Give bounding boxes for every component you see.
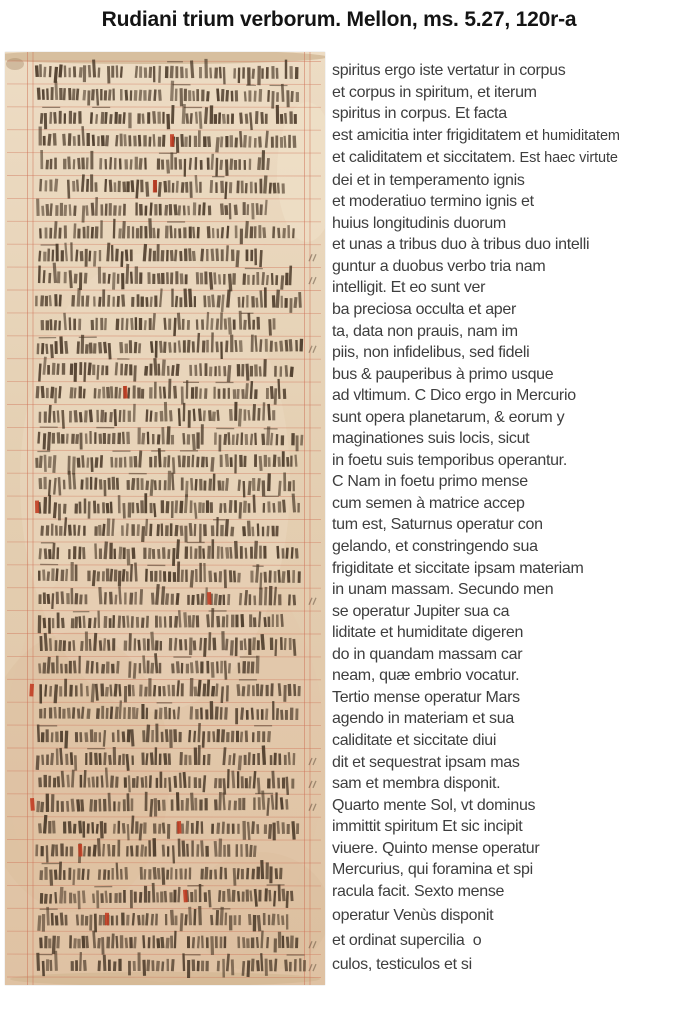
transcription-segment: guntur a duobus verbo tria nam (332, 257, 546, 275)
transcription-segment: et corpus in spiritum, et iterum (332, 83, 537, 101)
transcription-segment: caliditate et siccitate diui (332, 731, 497, 749)
transcription-line (332, 708, 678, 730)
transcription-line (332, 60, 678, 82)
transcription-line (332, 954, 678, 976)
transcription-segment: gelando, et constringendo sua (332, 538, 538, 556)
transcription-segment: est amicitia inter frigiditatem et (332, 126, 543, 144)
transcription-line (332, 881, 678, 903)
transcription-line (332, 299, 678, 321)
transcription-segment: liditate et humiditate digeren (332, 624, 524, 642)
transcription-segment: ad vltimum. C Dico ergo in Mercurio (332, 387, 576, 405)
transcription-line (332, 428, 678, 450)
transcription-line (332, 493, 678, 515)
transcription-line (332, 321, 678, 343)
transcription-line (332, 213, 678, 235)
transcription-line (332, 816, 678, 838)
transcription-segment: intelligit. Et eo sunt ver (332, 279, 486, 297)
transcription-segment: frigiditate et siccitate ipsam materiam (332, 559, 584, 577)
transcription-line (332, 147, 678, 170)
transcription-line (332, 622, 678, 644)
transcription-segment: se operatur Jupiter sua ca (332, 602, 510, 620)
manuscript-photo (5, 52, 325, 985)
transcription-segment: dei et in temperamento ignis (332, 171, 525, 189)
transcription-segment: immittit spiritum Et sic incipit (332, 818, 523, 836)
transcription-segment: maginationes suis locis, sicut (332, 430, 530, 448)
transcription-segment: dit et sequestrat ipsam mas (332, 753, 520, 771)
transcription-line (332, 773, 678, 795)
transcription-segment: racula facit. Sexto mense (332, 882, 505, 900)
transcription-segment-alt-font: humiditatem (542, 127, 620, 144)
transcription-line (332, 930, 678, 952)
transcription-segment: sam et membra disponit. (332, 775, 501, 793)
transcription-line (332, 859, 678, 881)
transcription-segment: spiritus ergo iste vertatur in corpus (332, 62, 566, 79)
transcription-segment: neam, quæ embrio vocatur. (332, 667, 520, 685)
transcription-line (332, 514, 678, 536)
transcription-line (332, 687, 678, 709)
transcription-segment: huius longitudinis duorum (332, 214, 506, 232)
page-title: Rudiani trium verborum. Mellon, ms. 5.27, 120r-a (101, 8, 577, 31)
transcription-column (332, 60, 678, 976)
transcription-segment: et moderatiuo termino ignis et (332, 193, 534, 211)
transcription-segment: Quarto mente Sol, vt dominus (332, 796, 536, 814)
transcription-segment: ta, data non prauis, nam im (332, 322, 518, 340)
transcription-segment: Tertio mense operatur Mars (332, 688, 520, 706)
transcription-line (332, 450, 678, 472)
transcription-line (332, 103, 678, 125)
transcription-segment: spiritus in corpus. Et facta (332, 105, 507, 123)
transcription-segment: et caliditatem et siccitatem. (332, 149, 520, 167)
transcription-line (332, 558, 678, 580)
transcription-line (332, 364, 678, 386)
transcription-segment: viuere. Quinto mense operatur (332, 839, 540, 857)
transcription-segment: operatur Venùs disponit (332, 907, 494, 925)
transcription-line (332, 170, 678, 192)
transcription-segment: C Nam in foetu primo mense (332, 473, 528, 491)
transcription-segment: in foetu suis temporibus operantur. (332, 451, 567, 469)
manuscript-facsimile-svg (5, 52, 325, 985)
transcription-segment-alt-font: Est haec virtute (519, 150, 618, 167)
transcription-line (332, 191, 678, 213)
transcription-line (332, 385, 678, 407)
transcription-line (332, 256, 678, 278)
transcription-line (332, 277, 678, 299)
transcription-segment: tum est, Saturnus operatur con (332, 516, 543, 534)
transcription-segment: in unam massam. Secundo men (332, 581, 554, 599)
transcription-segment: et unas a tribus duo à tribus duo intelli (332, 236, 590, 254)
transcription-line (332, 795, 678, 817)
transcription-line (332, 407, 678, 429)
transcription-line (332, 82, 678, 104)
transcription-line (332, 730, 678, 752)
transcription-segment: ba preciosa occulta et aper (332, 301, 517, 319)
transcription-line (332, 644, 678, 666)
transcription-line (332, 601, 678, 623)
transcription-segment: Mercurius, qui foramina et spi (332, 861, 533, 879)
transcription-line (332, 342, 678, 364)
transcription-line (332, 752, 678, 774)
transcription-line (332, 234, 678, 256)
transcription-line (332, 125, 678, 148)
transcription-line (332, 579, 678, 601)
transcription-segment: et ordinat supercilia o (332, 931, 482, 949)
transcription-segment: piis, non infidelibus, sed fideli (332, 344, 530, 362)
transcription-line (332, 471, 678, 493)
transcription-segment: culos, testiculos et si (332, 956, 472, 974)
transcription-segment: agendo in materiam et sua (332, 710, 514, 728)
transcription-line (332, 905, 678, 927)
transcription-line (332, 536, 678, 558)
transcription-line (332, 665, 678, 687)
transcription-segment: bus & pauperibus à primo usque (332, 365, 554, 383)
transcription-segment: sunt opera planetarum, & eorum y (332, 408, 565, 426)
transcription-line (332, 838, 678, 860)
transcription-segment: do in quandam massam car (332, 645, 523, 663)
transcription-segment: cum semen à matrice accep (332, 494, 525, 512)
